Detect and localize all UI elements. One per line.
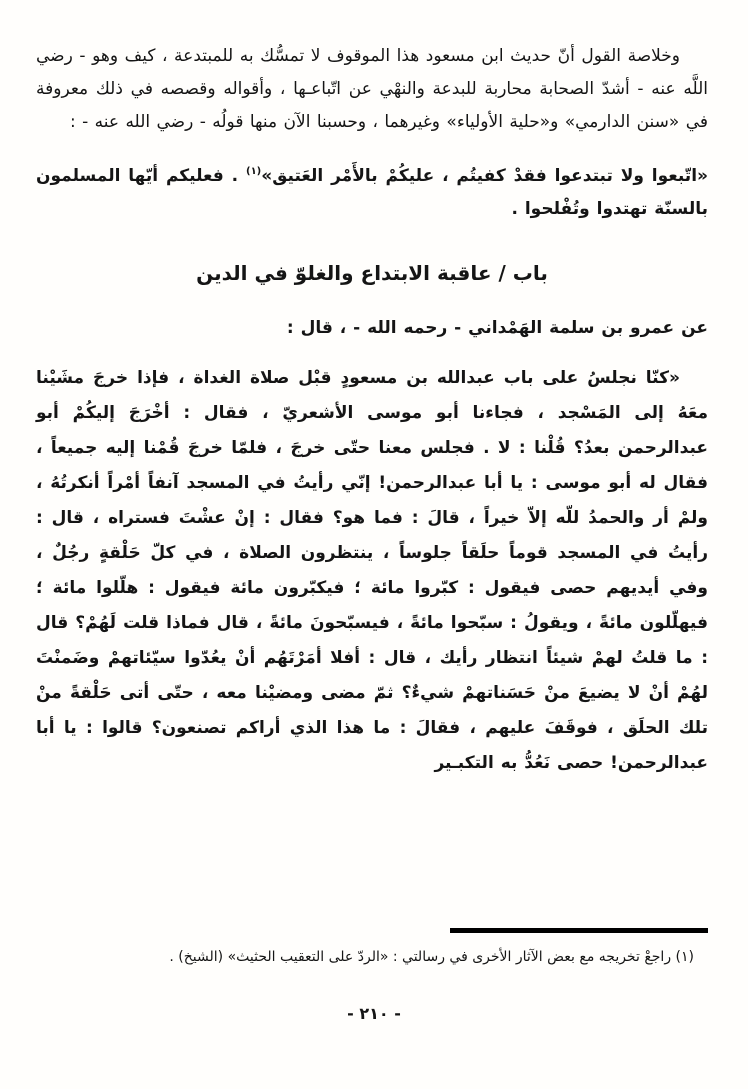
footnote-area [36, 928, 708, 969]
footnote-text: (١) راجعْ تخريجه مع بعض الآثار الأخرى في رسالتي : «الردّ على التعقيب الحثيث» (الشيخ) . [169, 949, 694, 965]
hadith-quote-tail: . فعليكم أيّها المسلمون بالسنّة تهتدوا وتُفْلحوا . [36, 166, 708, 219]
page-number: - ٢١٠ - [347, 1004, 401, 1023]
intro-paragraph: وخلاصة القول أنّ حديث ابن مسعود هذا الموقوف لا تمسُّك به للمبتدعة ، كيف وهو - رضي اللَّه عنه - أشدّ الصحابة محاربة للبدعة والنهْي عن اتّباعـها ، وأقواله وقصصه في ذلك معروفة في «سنن الدارمي» و«حلية الأولياء» وغيرهما ، وحسبنا الآن منها قولُه - رضي الله عنه - : [36, 46, 708, 132]
chapter-heading: باب / عاقبة الابتداع والغلوّ في الدين [196, 261, 548, 285]
footnote-separator-rule [450, 928, 708, 933]
hadith-quote-paragraph [36, 155, 708, 226]
narrator-line: عن عمرو بن سلمة الهَمْداني - رحمه الله - ، قال : [286, 318, 708, 338]
hadith-quote-text: «اتّبعوا ولا تبتدعوا فقدْ كفيتُم ، عليكُمْ بالأَمْر العَتيق» [261, 166, 709, 186]
footnote-marker: (١) [245, 166, 262, 177]
narration-paragraph: «كنّا نجلسُ على باب عبدالله بن مسعودٍ قبْل صلاة الغداة ، فإذا خرجَ مشَيْنا معَهُ إلى المَسْجد ، فجاءنا أبو موسى الأشعريّ ، فقال : أخْرَجَ إليكُمْ أبو عبدالرحمن بعدُ؟ قُلْنا : لا . فجلس معنا حتّى خرجَ ، فلمّا خرجَ قُمْنا إليه جميعاً ، فقال له أبو موسى : يا أبا عبدالرحمن! إنّي رأيتُ في المسجد آنفاً أمْراً أنكرتُهُ ، ولمْ أر والحمدُ للّه إلاّ خيراً ، قالَ : فما هو؟ فقال : إنْ عشْتَ فستراه ، قال : رأيتُ في المسجد قوماً حلَقاً جلوساً ، ينتظرون الصلاة ، في كلّ حَلْقةٍ رجُلٌ ، وفي أيديهم حصى فيقول : كبّروا مائة ؛ فيكبّرون مائة فيقول : هلّلوا مائة ؛ فيهلّلون مائةً ، ويقولُ : سبّحوا مائةً ، فيسبّحونَ مائةً ، قال فماذا قلت لَهُمْ؟ قال : ما قلتُ لهمْ شيئاً انتظار رأيك ، قال : أفلا أمَرْتَهُم أنْ يعُدّوا سيّئاتهمْ وضَمنْتَ لهُمْ أنْ لا يضيعَ منْ حَسَناتهمْ شيءٌ؟ ثمّ مضى ومضيْنا معه ، حتّى أتى حَلْقةً منْ تلك الحلَق ، فوقَفَ عليهم ، فقالَ : ما هذا الذي أراكم تصنعون؟ قالوا : يا أبا عبدالرحمن! حصى نَعُدُّ به التكبـير [36, 368, 708, 773]
